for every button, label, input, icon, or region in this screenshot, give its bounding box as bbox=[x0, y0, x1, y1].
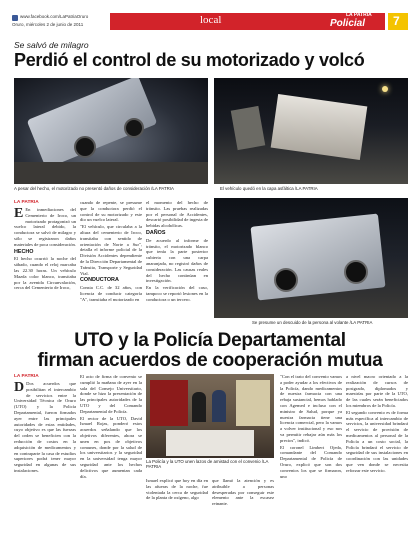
story1-byline: LA PATRIA bbox=[14, 200, 39, 205]
story1-column-3: el momento del hecho de tránsito. Las pruebas realizadas por el personal de Accidentes, descartó posibilidad de ingesta de bebidas alcohólicas. DAÑOS De acuerdo al informe de tránsito, el motorizado blanco que tenía la parte posterior cubierta con una carpa anaranjada, no registró daños de consideración. Las causas reales del hecho continúan en investigación. En la verificación del caso, tampoco se reportó lesiones en la conductora o un tercero. bbox=[146, 200, 208, 302]
story2-byline: LA PATRIA bbox=[14, 374, 39, 379]
story1-photo-driver bbox=[214, 198, 408, 318]
story2-column-4: que llamó la atención y es atribuible a personas desesperadas por conseguir este elemento ante la escasez reinante. bbox=[212, 478, 274, 507]
brand-top: LA PATRIA bbox=[346, 12, 372, 18]
story1-column-1: E En inmediaciones del Cementerio de Iroco, un motorizado protagonizó un vuelco lateral debido, la conductora se salvó de milagro y sólo se registraron daños materiales de poca consideración. HECHO El hecho ocurrió la noche del sábado, cuando el reloj marcaba las 22.30 horas. Un vehículo Mazda color blanco, transitaba por la avenida Circunvalación, cerca del Cementerio de Iroco, bbox=[14, 207, 76, 291]
story1-photo2-caption: El vehículo quedó en la capa asfáltica /LA PATRIA bbox=[220, 186, 318, 191]
story2-headline-line2: firman acuerdos de cooperación mutua bbox=[37, 350, 383, 371]
story1-column-2: cuando de repente, se presume que la conductora perdió el control de su motorizado y este dio un vuelco lateral. "El vehículo, que circulaba a la altura del cementerio de Iroco, transitaba con sentido de orientación de Norte a Sur", detalla el informe policial de la División Accidentes dependiente de la Dirección Departamental de Tránsito, Transporte y Seguridad Vial. CONDUCTORA Consta C.C. de 32 años, con licencia de conducir categoría "A", transitaba el motorizado en bbox=[80, 200, 142, 302]
brand-bottom: Policial bbox=[330, 18, 366, 29]
story2-column-2: El acto de firma de convenio se cumplió la mañana de ayer en la sala del Consejo Universitario, donde se hizo la presentación de las principales autoridades de la UTO y del Comando Departamental de Policía. El rector de la UTO, David Ismael Rojas, ponderó estos acuerdos señalando que los objetivos diferentes, ahora se unen en pos de objetivos comunes, donde por la salud de los universitarios y la seguridad en la universidad tenga mayor seguridad ante los hechos delictivos que aumentan cada día. bbox=[80, 374, 142, 479]
masthead bbox=[0, 0, 420, 40]
story2-column-1: D Dos acuerdos que posibilitan el intercambio de servicios entre la Universidad Técnica de Oruro (UTO) y la Policía Departamental, fueron firmados ayer entre las principales autoridades de estas entidades, cuyo objetivo es que las fuerzas del orden se beneficien con la reducción de costos en la adquisición de medicamentos y en contraparte la casa de estudios superiores podrá tener mayor seguridad en algunas de sus instalaciones. bbox=[14, 381, 76, 473]
story1-headline: Perdió el control de su motorizado y volcó bbox=[14, 50, 365, 70]
facebook-icon bbox=[12, 15, 18, 21]
story1-kicker: Se salvó de milagro bbox=[14, 40, 89, 50]
story1-photo1-caption: A pesar del hecho, el motorizado no presentó daños de consideración /LA PATRIA bbox=[14, 186, 174, 191]
story1-photo-road bbox=[214, 78, 408, 184]
story2-photo-caption: La Policía y la UTO unen lazos de amistad con el convenio /LA PATRIA bbox=[146, 459, 269, 470]
section-label: local bbox=[200, 14, 222, 26]
story1-photo-overturned-car bbox=[14, 78, 208, 184]
story2-column-3: Ismael explicó que hoy en día en las afueras de la noche, fue violentada la cerca de seguridad de la planta de oxígeno, algo bbox=[146, 478, 208, 501]
story1-photo3-caption: Se presume un descuido de la persona al volante /LA PATRIA bbox=[252, 320, 373, 325]
date-line: Oruro, miércoles 2 de junio de 2011 bbox=[12, 22, 84, 27]
story2-column-5: "Con el trato del convenio vamos a poder ayudar a los efectivos de la Policía, dando medicamentos de nuestra farmacia con una rebaja sustancial, hemos hablado con Agemed e incluso con el ministro de Salud, porque ya nuestra farmacia tiene una licencia comercial, pero la vamos a volver institucional y eso nos va permitir rebajar aún más los precios", indicó. El coronel Limbert Ojeda, comandante del Comando Departamental de Policía de Oruro, explicó que son dos convenios los que se firmaron, uno bbox=[280, 374, 342, 479]
story2-column-6: a nivel macro orientado a la realización de cursos de postgrado, diplomados y maestrías por parte de la UTO, de las cuales serán beneficiados los miembros de la Policía. El segundo convenio es de forma más específica al intercambio de servicios, la universidad brindará el servicio de provisión de medicamentos al personal de la Policía a un costo social, la Policía brindará el servicio de seguridad de sus instalaciones en coordinación con las unidades que ven donde se necesita reforzar este servicio. bbox=[346, 374, 408, 473]
story2-photo-signing bbox=[146, 374, 274, 458]
story2-headline-line1: UTO y la Policía Departamental bbox=[74, 330, 346, 351]
page-number: 7 bbox=[393, 14, 400, 28]
facebook-link[interactable]: www.facebook.com/LaPatriaOruro bbox=[20, 14, 89, 19]
